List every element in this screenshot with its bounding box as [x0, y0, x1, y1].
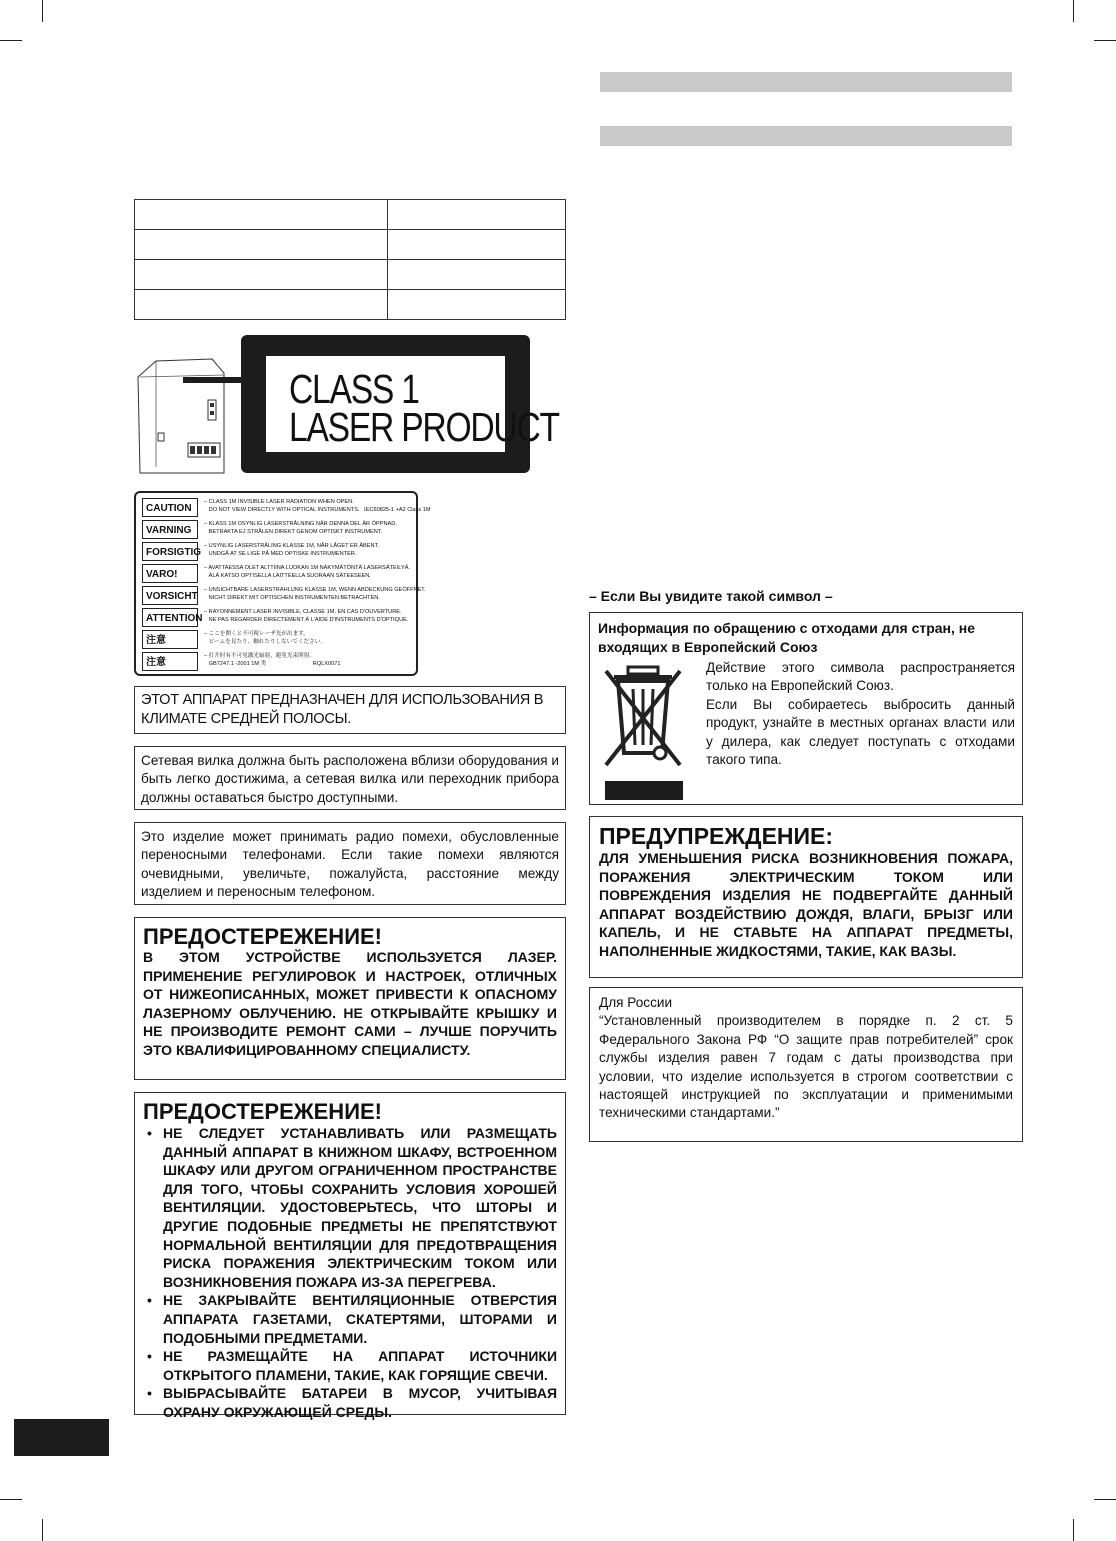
laser-caution-box [134, 917, 566, 1080]
label-row-key: CAUTION [142, 498, 198, 517]
crossed-bin-icon [600, 661, 686, 771]
table-row [135, 260, 566, 290]
disposal-text-2: Если Вы собираетесь выбросить данный продукт, узнайте в местных органах власти или у дилера, как следует поступать с отходами такого типа. [706, 697, 1015, 768]
label-row-key: VORSICHT [142, 586, 198, 605]
plug-notice-text: Сетевая вилка должна быть расположена вблизи оборудования и быть легко достижима, а сетевая вилка или переходник прибора должны оставаться быстро доступными. [141, 753, 559, 805]
label-row [142, 608, 410, 628]
caution-text: В ЭТОМ УСТРОЙСТВЕ ИСПОЛЬЗУЕТСЯ ЛАЗЕР. ПРИМЕНЕНИЕ РЕГУЛИРОВОК И НАСТРОЕК, ОТЛИЧНЫХ ОТ НИЖЕОПИСАННЫХ, МОЖЕТ ПРИВЕСТИ К ОПАСНОМУ ЛАЗЕРНОМУ ОБЛУЧЕНИЮ. НЕ ОТКРЫВАЙТЕ КРЫШКУ И НЕ ПРОИЗВОДИТЕ РЕМОНТ САМИ – ЛУЧШЕ ПОРУЧИТЬ ЭТО КВАЛИФИЦИРОВАННОМУ СПЕЦИАЛИСТУ. [143, 949, 557, 1058]
crop-mark [0, 40, 22, 41]
label-row-text: – UNSICHTBARE LASERSTRAHLUNG KLASSE 1M, WENN ABDECKUNG GEÖFFNET. NICHT DIREKT MIT OPTISCHEN INSTRUMENTEN BETRACHTEN. [204, 587, 426, 601]
russia-service-life-box [589, 987, 1023, 1142]
crop-mark [1094, 40, 1116, 41]
table-row [135, 290, 566, 320]
label-row [142, 520, 410, 540]
crop-mark [1073, 0, 1074, 22]
label-row-key: 注意 [142, 630, 198, 649]
caution-item: • НЕ РАЗМЕЩАЙТЕ НА АППАРАТ ИСТОЧНИКИ ОТКРЫТОГО ПЛАМЕНИ, ТАКИЕ, КАК ГОРЯЩИЕ СВЕЧИ. [143, 1347, 557, 1384]
plug-notice [134, 746, 566, 810]
label-row-text: – USYNLIG LASERSTRÅLING KLASSE 1M, NÅR LÅGET ER ÅBENT. UNDGÅ AT SE LIGE PÅ MED OPTISKE INSTRUMENTER. [204, 543, 379, 557]
laser-label-face [266, 356, 559, 452]
disposal-info-box [589, 612, 1023, 805]
laser-label-line1: CLASS 1 [289, 366, 419, 412]
label-row [142, 586, 426, 606]
label-row-text: – AVATTAESSA OLET ALTTIINA LUOKAN 1M NÄKYMÄTÖNTÄ LASERSÄTEILYÄ. ÄLÄ KATSO OPTISELLA LAITTEELLA SUORAAN SÄTEESEEN. [204, 565, 410, 579]
label-row-text: – 打开时有不可见激光辐射，避免光束照射。 GB7247.1 -2001 1M 类 RQLX0071 [204, 653, 341, 667]
label-row [142, 498, 431, 518]
section-header-bar [600, 72, 1012, 92]
label-row [142, 564, 410, 584]
crop-mark [1094, 1499, 1116, 1500]
label-row-key: ATTENTION [142, 608, 198, 627]
caution-item: • НЕ ЗАКРЫВАЙТЕ ВЕНТИЛЯЦИОННЫЕ ОТВЕРСТИЯ АППАРАТА ГАЗЕТАМИ, СКАТЕРТЯМИ, ШТОРАМИ И ПОДОБНЫМИ ПРЕДМЕТАМИ. [143, 1291, 557, 1347]
label-row-key: FORSIGTIG [142, 542, 198, 561]
class1-laser-label [241, 335, 559, 473]
disposal-text-1: Действие этого символа распространяется только на Европейский Союз. [706, 660, 1015, 694]
label-row [142, 542, 410, 562]
label-row-text: – CLASS 1M INVISIBLE LASER RADIATION WHEN OPEN. DO NOT VIEW DIRECTLY WITH OPTICAL INSTRUMENTS. IEC60825-1 +A2 Class 1M [204, 499, 431, 513]
crop-mark [42, 0, 43, 22]
ventilation-caution-box [134, 1092, 566, 1420]
multilingual-laser-caution-label [134, 491, 431, 676]
bin-symbol-bar [605, 781, 683, 800]
label-row [142, 630, 410, 650]
label-row-text: – ここを開くと不可視レーザ光が出ます。 ビームを見たり、触れたりしないでください。 [204, 631, 326, 645]
radio-interference-notice [134, 822, 566, 905]
crop-mark [42, 1519, 43, 1541]
russia-heading: Для России [599, 995, 673, 1010]
rain-moisture-warning-box [589, 816, 1023, 978]
table-row [135, 230, 566, 260]
warning-title: ПРЕДУПРЕЖДЕНИЕ: [599, 823, 834, 849]
section-header-bar [600, 126, 1012, 146]
climate-notice [134, 686, 566, 734]
caution-list [143, 1124, 557, 1422]
crop-mark [0, 1499, 22, 1500]
caution-item: • НЕ СЛЕДУЕТ УСТАНАВЛИВАТЬ ИЛИ РАЗМЕЩАТЬ ДАННЫЙ АППАРАТ В КНИЖНОМ ШКАФУ, ВСТРОЕННОМ ШКАФУ ИЛИ ДРУГОМ ОГРАНИЧЕННОМ ПРОСТРАНСТВЕ ДЛЯ ТОГО, ЧТОБЫ СОХРАНИТЬ УСЛОВИЯ ХОРОШЕЙ ВЕНТИЛЯЦИИ. УДОСТОВЕРЬТЕСЬ, ЧТО ШТОРЫ И ДРУГИЕ ПОДОБНЫЕ ПРЕДМЕТЫ НЕ ПРЕПЯТСТВУЮТ НОРМАЛЬНОЙ ВЕНТИЛЯЦИИ ДЛЯ ПРЕДОТВРАЩЕНИЯ РИСКА ПОРАЖЕНИЯ ЭЛЕКТРИЧЕСКИМ ТОКОМ ИЛИ ВОЗНИКНОВЕНИЯ ПОЖАРА ИЗ-ЗА ПЕРЕГРЕВА. [143, 1124, 557, 1291]
blank-table [134, 199, 566, 320]
label-row-key: 注意 [142, 652, 198, 671]
label-row-key: VARO! [142, 564, 198, 583]
page-number-block [14, 1419, 109, 1456]
caution-item: • ВЫБРАСЫВАЙТЕ БАТАРЕИ В МУСОР, УЧИТЫВАЯ ОХРАНУ ОКРУЖАЮЩЕЙ СРЕДЫ. [143, 1384, 557, 1421]
radio-notice-text: Это изделие может принимать радио помехи, обусловленные переносными телефонами. Если такие помехи являются очевидными, увеличьте, пожалуйста, расстояние между изделием и переносным телефоном. [141, 829, 559, 900]
label-row-key: VARNING [142, 520, 198, 539]
caution-title: ПРЕДОСТЕРЕЖЕНИЕ! [143, 924, 383, 949]
symbol-intro: – Если Вы увидите такой символ – [589, 588, 833, 604]
climate-notice-text: ЭТОТ АППАРАТ ПРЕДНАЗНАЧЕН ДЛЯ ИСПОЛЬЗОВАНИЯ В КЛИМАТЕ СРЕДНЕЙ ПОЛОСЫ. [141, 692, 544, 727]
label-pointer-line [183, 377, 243, 383]
disposal-title: Информация по обращению с отходами для стран, не входящих в Европейский Союз [598, 620, 976, 655]
table-row [135, 200, 566, 230]
label-row-text: – KLASS 1M OSYNLIG LASERSTRÅLNING NÄR DENNA DEL ÄR ÖPPNAD. BETRAKTA EJ STRÅLEN DIREKT GENOM OPTISKT INSTRUMENT. [204, 521, 397, 535]
caution-title: ПРЕДОСТЕРЕЖЕНИЕ! [143, 1099, 383, 1124]
crop-mark [1073, 1519, 1074, 1541]
label-row [142, 652, 410, 672]
russia-text: “Установленный производителем в порядке п. 2 ст. 5 Федерального Закона РФ “О защите прав потребителей” срок службы изделия равен 7 годам с даты производства при условии, что изделие используется в строгом соответствии с настоящей инструкцией по эксплуатации и применимыми техническими стандартами.” [599, 1013, 1013, 1121]
warning-text: ДЛЯ УМЕНЬШЕНИЯ РИСКА ВОЗНИКНОВЕНИЯ ПОЖАРА, ПОРАЖЕНИЯ ЭЛЕКТРИЧЕСКИМ ТОКОМ ИЛИ ПОВРЕЖДЕНИЯ ИЗДЕЛИЯ НЕ ПОДВЕРГАЙТЕ ДАННЫЙ АППАРАТ ВОЗДЕЙСТВИЮ ДОЖДЯ, ВЛАГИ, БРЫЗГ ИЛИ КАПЕЛЬ, И НЕ СТАВЬТЕ НА АППАРАТ ПРЕДМЕТЫ, НАПОЛНЕННЫЕ ЖИДКОСТЯМИ, ТАКИЕ, КАК ВАЗЫ. [599, 850, 1013, 959]
laser-label-line2: LASER PRODUCT [289, 404, 559, 450]
label-row-text: – RAYONNEMENT LASER INVISIBLE, CLASSE 1M, EN CAS D'OUVERTURE. NE PAS REGARDER DIRECTEMENT À L'AIDE D'INSTRUMENTS D'OPTIQUE. [204, 609, 409, 623]
device-illustration [128, 355, 248, 480]
